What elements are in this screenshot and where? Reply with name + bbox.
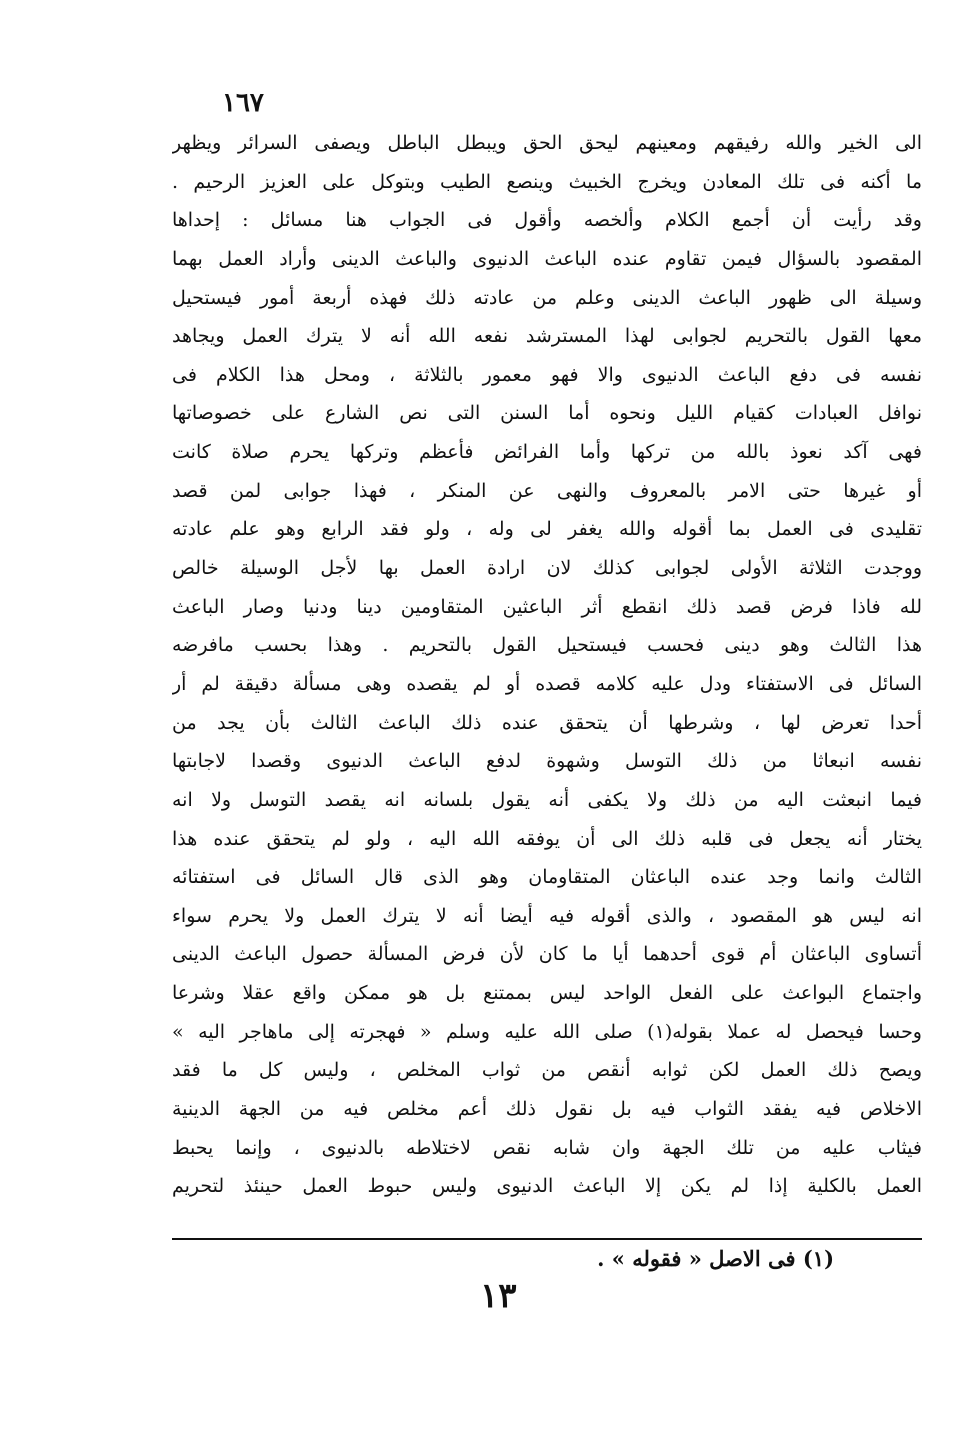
text-line: نفسه فى دفع الباعث الدنيوى والا فهو معمور بالثلاثة ، ومحل هذا الكلام فى <box>172 363 922 386</box>
text-line: أتساوى الباعثان أم قوى أحدهما أيا ما كان لأن فرض المسألة حصول الباعث الدينى <box>172 943 922 966</box>
text-line: المقصود بالسؤال فيمن تقاوم عنده الباعث الدنيوى والباعث الدينى وأراد العمل بهما <box>172 247 922 270</box>
text-line: ما أكنه فى تلك المعادن ويخرج الخبيث وينصع الطيب وبتوكل على العزيز الرحيم . <box>172 170 922 193</box>
text-line: فيما انبعثت اليه من ذلك ولا يكفى أنه يقول بلسانه انه يقصد التوسل ولا انه <box>172 788 922 811</box>
text-line: الثالث وانما وجد عنده الباعثان المتقاومان وهو الذى قال السائل فى استفتائه <box>172 866 922 889</box>
text-line: وسيلة الى ظهور الباعث الدينى وعلم من عادته ذلك فهذه أربعة أمور فيستحيل <box>172 286 922 309</box>
text-line: معها القول بالتحريم لجوابى لهذا المسترشد نفعه الله أنه لا يترك العمل ويجاهد <box>172 325 922 348</box>
text-line: السائل فى الاستفتاء ودل عليه كلامه قصده أو لم يقصده وهى مسألة دقيقة لم أر <box>172 672 922 695</box>
footnote: (١) فى الاصل « فقوله » . <box>597 1246 834 1271</box>
text-line: أحدا تعرض لها ، وشرطها أن يتحقق عنده ذلك الباعث الثالث بأن يجد من <box>172 711 922 734</box>
text-line: الاخلاص فيه يفقد الثواب فيه بل نقول ذلك أعم مخلص فيه من الجهة الدينية <box>172 1098 922 1121</box>
text-line: ووجدت الثلاثة الأولى لجوابى كذلك لان ارادة العمل بها لأجل الوسيلة خالص <box>172 557 922 580</box>
footnote-divider <box>172 1238 922 1240</box>
text-line: وحسا فيحصل له عملا بقوله(١) صلى الله عليه وسلم « فهجرته إلى ماهاجر اليه » <box>172 1020 922 1043</box>
text-line: نفسه انبعاثا من ذلك التوسل وشهوة لدفع الباعث الدنيوى وقصدا لاجابتها <box>172 750 922 773</box>
text-line: يختار أنه يجعل فى قلبه ذلك الى أن يوفقه الله اليه ، ولو لم يتحقق عنده هذا <box>172 827 922 850</box>
text-line: لله فاذا فرض قصد ذلك انقطع أثر الباعثين المتقاومين دينا ودنيا وصار الباعث <box>172 595 922 618</box>
text-line: تقليدى فى العمل بما أقوله والله يغفر لى وله ، ولو فقد الرابع وهو علم عادته <box>172 518 922 541</box>
text-line: نوافل العبادات كقيام الليل ونحوه أما السنن التى نص الشارع على خصوصاتها <box>172 402 922 425</box>
text-line: الى الخير والله رفيقهم ومعينهم ليحق الحق ويبطل الباطل ويصفى السرائر ويظهر <box>172 132 922 154</box>
text-line: واجتماع البواعث على الفعل الواحد ليس بممتنع بل هو ممكن واقع عقلا وشرعا <box>172 982 922 1005</box>
text-line: العمل بالكلية إذا لم يكن إلا الباعث الدنيوى وليس حبوط العمل حينئذ لتحريم <box>172 1175 922 1198</box>
text-line: أو غيرها حتى الامر بالمعروف والنهى عن المنكر ، فهذا جوابى لمن قصد <box>172 479 922 502</box>
text-line: فهى آكد نعوذ بالله من تركها وأما الفرائض فأعظم وتركها يحرم صلاة كانت <box>172 441 922 464</box>
text-line: انه ليس هو المقصود ، والذى أقوله فيه أيضا أنه لا يترك العمل ولا يحرم سواء <box>172 904 922 927</box>
signature-mark: ١٣ <box>480 1276 517 1316</box>
text-line: وقد رأيت أن أجمع الكلام وألخصه وأقول فى الجواب هنا مسائل : إحداها <box>172 209 922 232</box>
text-line: ويصح ذلك العمل لكن ثوابه أنقص من ثواب المخلص ، وليس كل ما فقد <box>172 1059 922 1082</box>
page-number: ١٦٧ <box>222 88 264 118</box>
text-line: فيثاب عليه من تلك الجهة وان شابه نقص لاختلاطه بالدنيوى ، وإنما يحبط <box>172 1136 922 1159</box>
body-text <box>172 124 922 1206</box>
text-line: هذا الثالث وهو دينى فحسب فيستحيل القول بالتحريم . وهذا بحسب مافرضه <box>172 634 922 657</box>
